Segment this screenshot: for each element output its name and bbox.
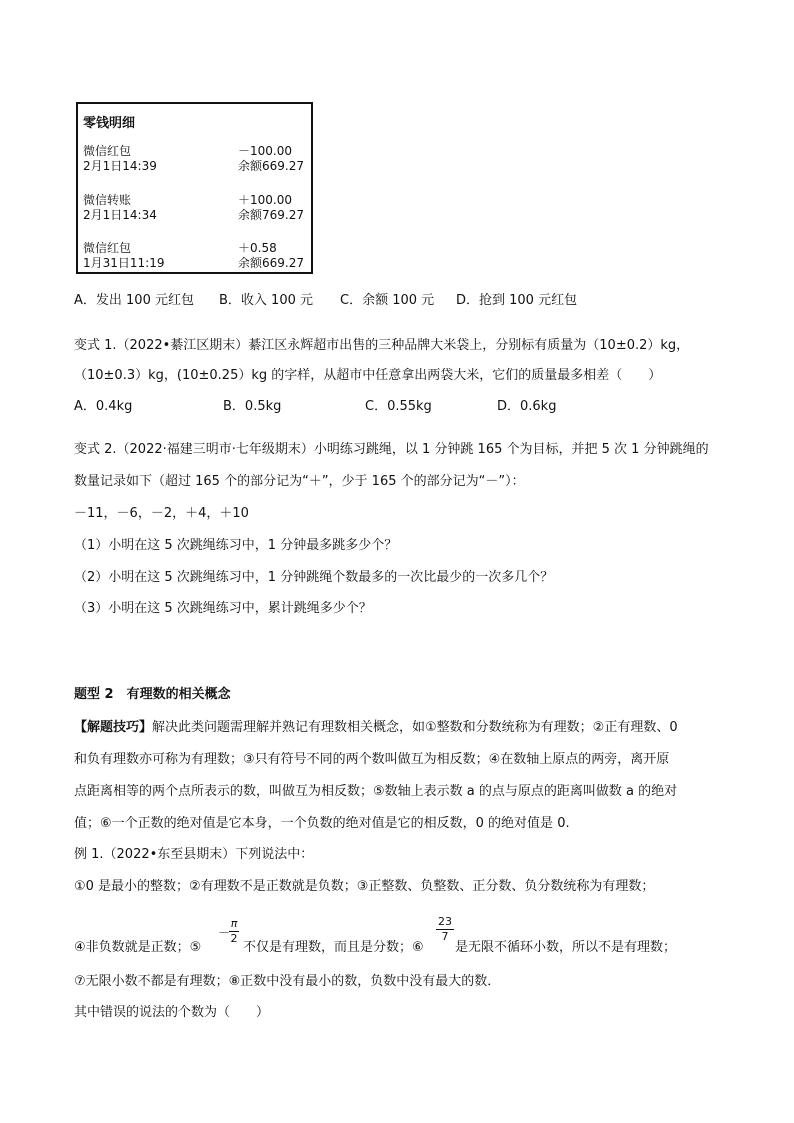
variant2-line1: 变式 2.（2022·福建三明市·七年级期末）小明练习跳绳，以 1 分钟跳 165 个为目标，并把 5 次 1 分钟跳绳的: [74, 442, 709, 457]
tip-label: 【解题技巧】: [74, 720, 153, 735]
statement-line3: ⑦无限小数不都是有理数；⑧正数中没有最小的数，负数中没有最大的数．: [74, 974, 501, 989]
variant1-option-d: D．0.6kg: [497, 399, 557, 414]
variant2-line2: 数量记录如下（超过 165 个的部分记为“＋”，少于 165 个的部分记为“－”）：: [74, 474, 525, 489]
fraction-23-over-7: [436, 916, 454, 943]
fraction-numerator: π: [230, 917, 238, 930]
variant1-option-b: B．0.5kg: [223, 399, 282, 414]
variant1-line1: 变式 1.（2022•綦江区期末）綦江区永辉超市出售的三种品牌大米袋上，分别标有质量为（10±0.2）kg，: [74, 338, 690, 353]
wallet-detail-box: [76, 102, 313, 274]
option-b: B．收入 100 元: [219, 293, 313, 308]
entry-time: 2月1日14:39: [83, 159, 157, 173]
tip-line1: [74, 720, 678, 736]
tip-line3: 点距离相等的两个点所表示的数，叫做互为相反数；⑤数轴上表示数 a 的点与原点的距离叫做数 a 的绝对: [74, 784, 678, 799]
statement-line2b: 不仅是有理数，而且是分数；⑥: [243, 940, 424, 955]
variant2-data: －11，－6，－2，＋4，＋10: [74, 506, 249, 521]
option-c: C．余额 100 元: [340, 293, 435, 308]
statement-line2a: ④非负数就是正数；⑤: [74, 940, 202, 955]
fraction-neg-pi-over-2: [229, 918, 239, 945]
entry-amount: ＋0.58: [238, 241, 277, 255]
example-question: 其中错误的说法的个数为（ ）: [74, 1005, 270, 1020]
fraction-denominator: 7: [441, 930, 449, 943]
fraction-denominator: 2: [230, 932, 238, 945]
variant1-line2: （10±0.3）kg，(10±0.25）kg 的字样，从超市中任意拿出两袋大米，它们的质量最多相差（ ）: [74, 368, 662, 383]
example-intro: 例 1.（2022•东至县期末）下列说法中：: [74, 847, 314, 862]
section-heading: 题型 2 有理数的相关概念: [74, 687, 231, 702]
statement-line1: ①0 是最小的整数；②有理数不是正数就是负数；③正整数、负整数、正分数、负分数统称为有理数；: [74, 879, 655, 894]
variant1-option-a: A．0.4kg: [74, 399, 133, 414]
fraction-sign: －: [218, 926, 231, 940]
statement-line2c: 是无限不循环小数，所以不是有理数；: [455, 940, 677, 955]
entry-time: 1月31日11:19: [83, 256, 165, 270]
variant1-option-c: C．0.55kg: [365, 399, 432, 414]
entry-name: 微信红包: [83, 241, 132, 255]
entry-balance: 余额669.27: [238, 256, 304, 270]
entry-amount: ＋100.00: [238, 193, 292, 207]
entry-time: 2月1日14:34: [83, 208, 157, 222]
fraction-numerator: 23: [438, 915, 452, 928]
tip-text: 解决此类问题需理解并熟记有理数相关概念，如①整数和分数统称为有理数；②正有理数、0: [152, 720, 678, 735]
tip-line4: 值；⑥一个正数的绝对值是它本身，一个负数的绝对值是它的相反数，0 的绝对值是 0.: [74, 816, 570, 831]
option-d: D．抢到 100 元红包: [456, 293, 578, 308]
tip-line2: 和负有理数亦可称为有理数；③只有符号不同的两个数叫做互为相反数；④在数轴上原点的两旁，离开原: [74, 752, 670, 767]
entry-name: 微信转账: [83, 193, 132, 207]
entry-name: 微信红包: [83, 144, 132, 158]
variant2-q3: （3）小明在这 5 次跳绳练习中，累计跳绳多少个？: [74, 601, 372, 616]
entry-balance: 余额669.27: [238, 159, 304, 173]
option-a: A．发出 100 元红包: [74, 293, 194, 308]
variant2-q2: （2）小明在这 5 次跳绳练习中，1 分钟跳绳个数最多的一次比最少的一次多几个？: [74, 570, 554, 585]
entry-amount: －100.00: [238, 144, 292, 158]
entry-balance: 余额769.27: [238, 208, 304, 222]
wallet-title: 零钱明细: [83, 116, 136, 131]
variant2-q1: （1）小明在这 5 次跳绳练习中，1 分钟最多跳多少个？: [74, 538, 398, 553]
